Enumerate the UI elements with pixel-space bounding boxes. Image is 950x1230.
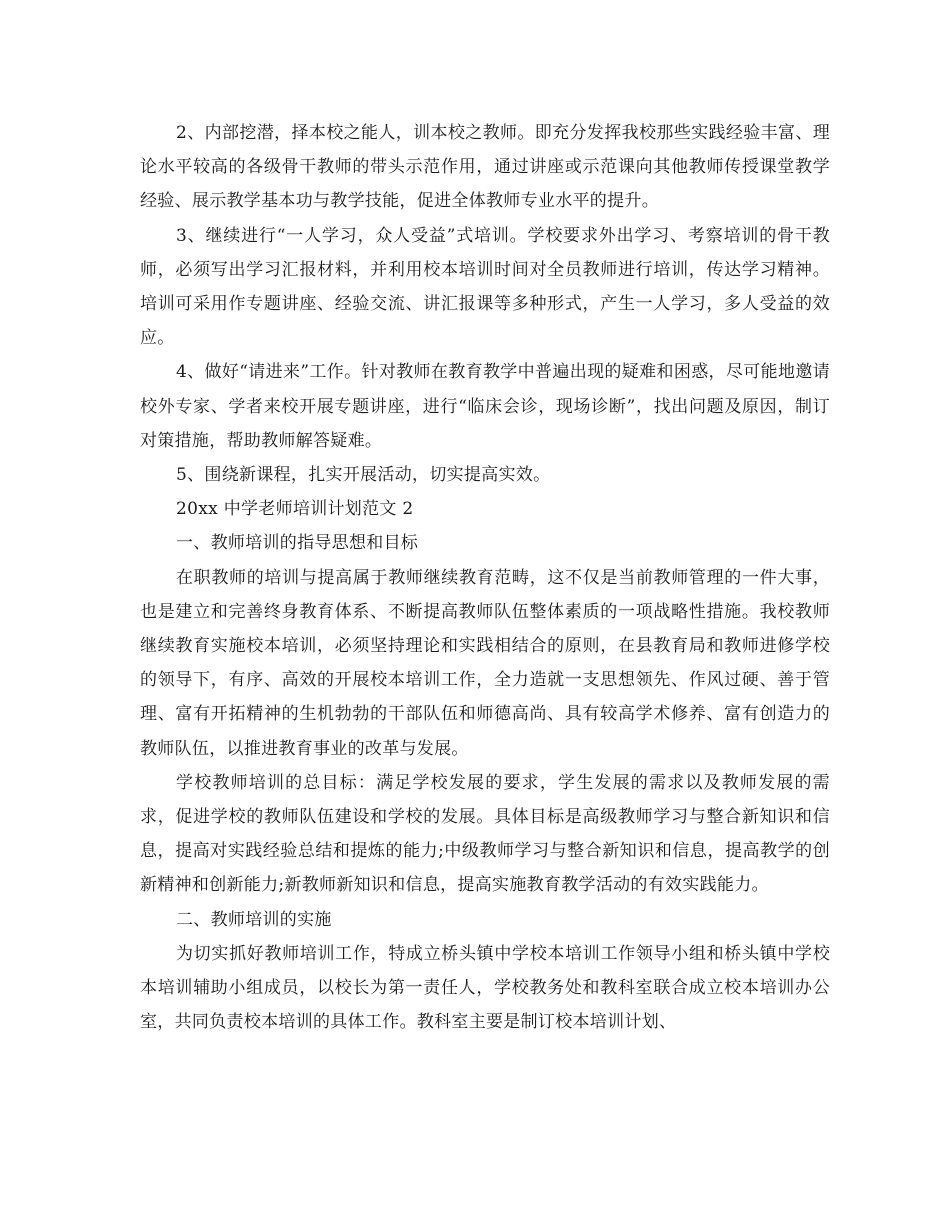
section-heading-1: 一、教师培训的指导思想和目标 <box>176 533 419 554</box>
paragraph-overall-goal: 学校教师培训的总目标：满足学校发展的要求，学生发展的需求以及教师发展的需求，促进学校的教师队伍建设和学校的发展。具体目标是高级教师学习与整合新知识和信息，提高对实践经验总结和提炼的能力;中级教师学习与整合新知识和信息，提高教学的创新精神和创新能力;新教师新知识和信息，提高实施教育教学活动的有效实践能力。 <box>140 772 830 896</box>
paragraph-guiding-thought: 在职教师的培训与提高属于教师继续教育范畴，这不仅是当前教师管理的一件大事，也是建立和完善终身教育体系、不断提高教师队伍整体素质的一项战略性措施。我校教师继续教育实施校本培训，必须坚持理论和实践相结合的原则，在县教育局和教师进修学校的领导下，有序、高效的开展校本培训工作，全力造就一支思想领先、作风过硬、善于管理、富有开拓精神的生机勃勃的干部队伍和师德高尚、具有较高学术修养、富有创造力的教师队伍，以推进教育事业的改革与发展。 <box>140 567 830 759</box>
paragraph-item-3: 3、继续进行“一人学习，众人受益”式培训。学校要求外出学习、考察培训的骨干教师，必须写出学习汇报材料，并利用校本培训时间对全员教师进行培训，传达学习精神。培训可采用作专题讲座、经验交流、讲汇报课等多种形式，产生一人学习，多人受益的效应。 <box>140 225 830 349</box>
section-heading-2: 二、教师培训的实施 <box>176 909 332 930</box>
paragraph-item-4: 4、做好“请进来”工作。针对教师在教育教学中普遍出现的疑难和困惑，尽可能地邀请校外专家、学者来校开展专题讲座，进行“临床会诊，现场诊断”，找出问题及原因，制订对策措施，帮助教师解答疑难。 <box>140 362 830 451</box>
section-title: 20xx 中学老师培训计划范文 2 <box>176 499 414 520</box>
paragraph-item-2: 2、内部挖潜，择本校之能人，训本校之教师。即充分发挥我校那些实践经验丰富、理论水平较高的各级骨干教师的带头示范作用，通过讲座或示范课向其他教师传授课堂教学经验、展示教学基本功与教学技能，促进全体教师专业水平的提升。 <box>140 123 830 212</box>
paragraph-implementation: 为切实抓好教师培训工作，特成立桥头镇中学校本培训工作领导小组和桥头镇中学校本培训辅助小组成员，以校长为第一责任人，学校教务处和教科室联合成立校本培训办公室，共同负责校本培训的具体工作。教科室主要是制订校本培训计划、 <box>140 943 830 1033</box>
paragraph-item-5: 5、围绕新课程，扎实开展活动，切实提高实效。 <box>176 465 551 486</box>
document-body <box>140 116 830 1039</box>
